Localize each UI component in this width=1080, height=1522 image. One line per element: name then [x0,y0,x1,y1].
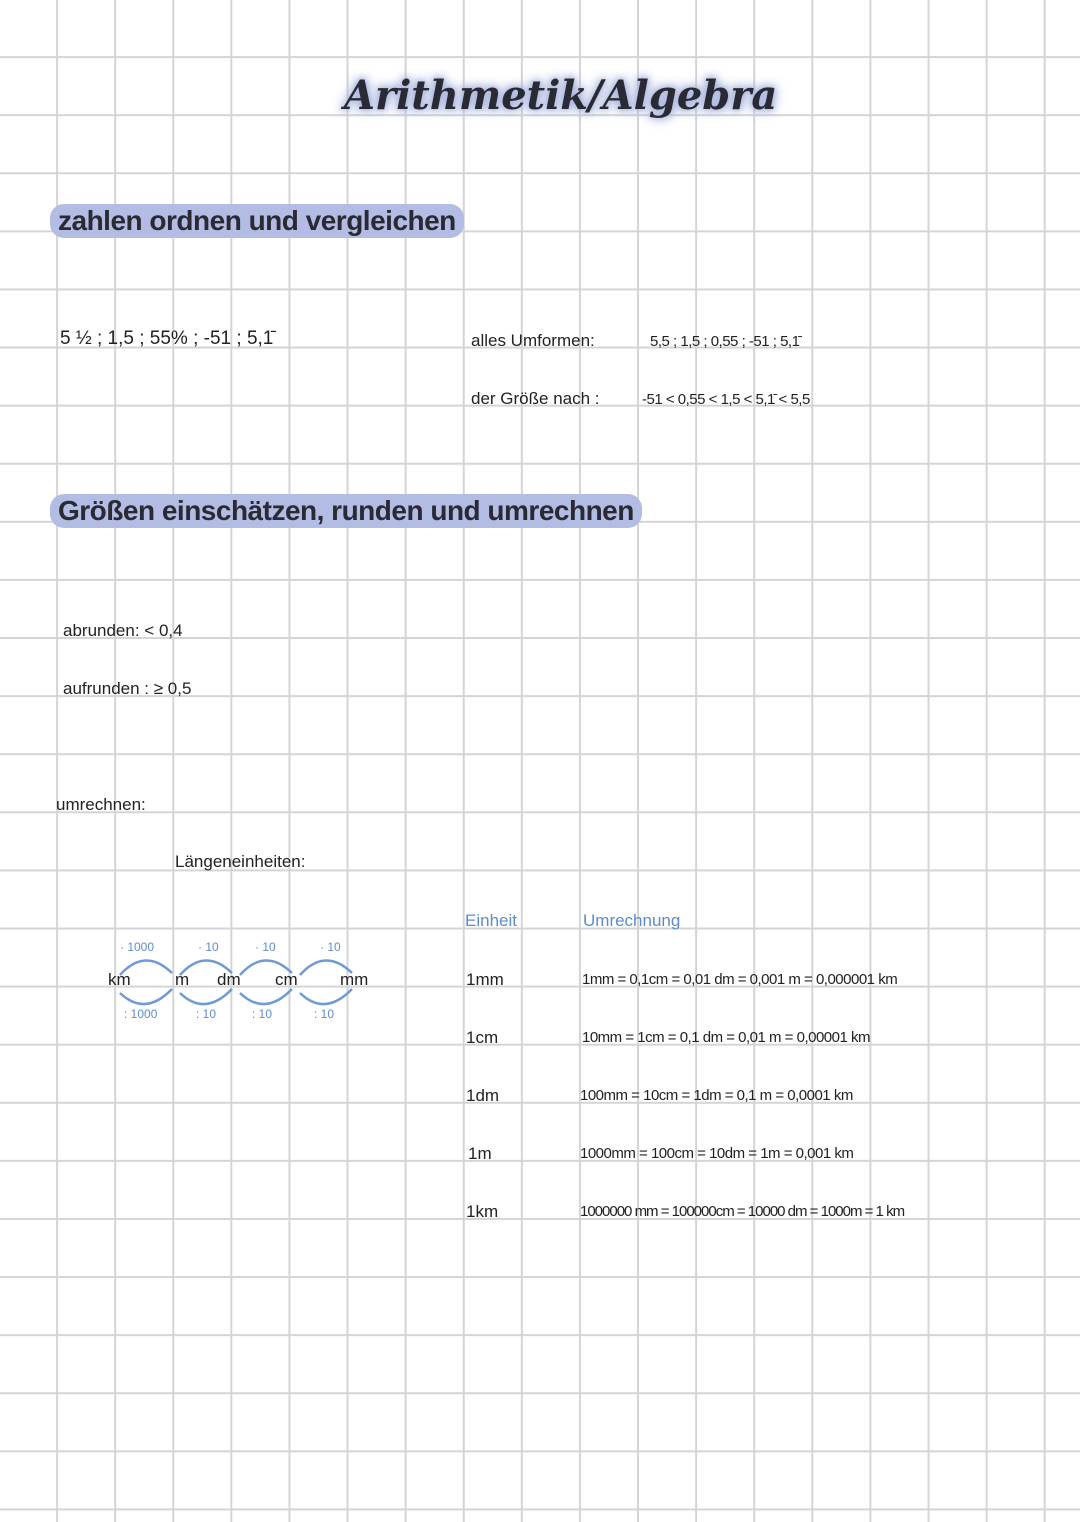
convert-label: alles Umformen: [471,331,595,350]
page-title: Arithmetik/Algebra [344,72,778,119]
umrechnen-label: umrechnen: [56,795,146,814]
table-header-umrechnung: Umrechnung [583,911,681,930]
order-label: der Größe nach : [471,389,600,408]
aufrunden-rule: aufrunden : ≥ 0,5 [63,679,192,698]
table-row-unit: 1m [468,1144,492,1163]
table-row-conv: 10mm = 1cm = 0,1 dm = 0,01 m = 0,00001 km [582,1029,870,1046]
table-header-einheit: Einheit [465,911,517,930]
numbers-list: 5 ½ ; 1,5 ; 55% ; -51 ; 5,1̄ [60,328,274,349]
table-row-unit: 1dm [466,1086,500,1105]
convert-values: 5,5 ; 1,5 ; 0,55 ; -51 ; 5,1̄ [650,333,800,350]
section-heading-groessen: Größen einschätzen, runden und umrechnen [50,494,642,528]
table-row-unit: 1mm [466,970,504,989]
table-row-unit: 1km [466,1202,499,1221]
table-row-conv: 1000000 mm = 100000cm = 10000 dm = 1000m = 1 km [580,1203,905,1220]
unit-mm: mm [340,970,369,989]
unit-dm: dm [217,970,241,989]
factor-top: · 10 [320,940,341,954]
table-row-unit: 1cm [466,1028,499,1047]
factor-bottom: : 10 [252,1007,273,1021]
table-row-conv: 1mm = 0,1cm = 0,01 dm = 0,001 m = 0,000001 km [582,971,898,988]
section-heading-ordnen: zahlen ordnen und vergleichen [50,204,464,238]
table-row-conv: 1000mm = 100cm = 10dm = 1m = 0,001 km [580,1145,854,1162]
factor-top: · 10 [255,940,276,954]
unit-cm: cm [275,970,298,989]
table-row-conv: 100mm = 10cm = 1dm = 0,1 m = 0,0001 km [580,1087,853,1104]
factor-top: · 10 [198,940,219,954]
factor-bottom: : 1000 [124,1007,158,1021]
order-values: -51 < 0,55 < 1,5 < 5,1̄ < 5,5 [642,391,810,408]
unit-km: km [108,970,131,989]
laengeneinheiten-label: Längeneinheiten: [175,852,306,871]
factor-bottom: : 10 [314,1007,335,1021]
abrunden-rule: abrunden: < 0,4 [63,621,183,640]
factor-bottom: : 10 [196,1007,217,1021]
unit-m: m [175,970,190,989]
factor-top: · 1000 [120,940,155,954]
